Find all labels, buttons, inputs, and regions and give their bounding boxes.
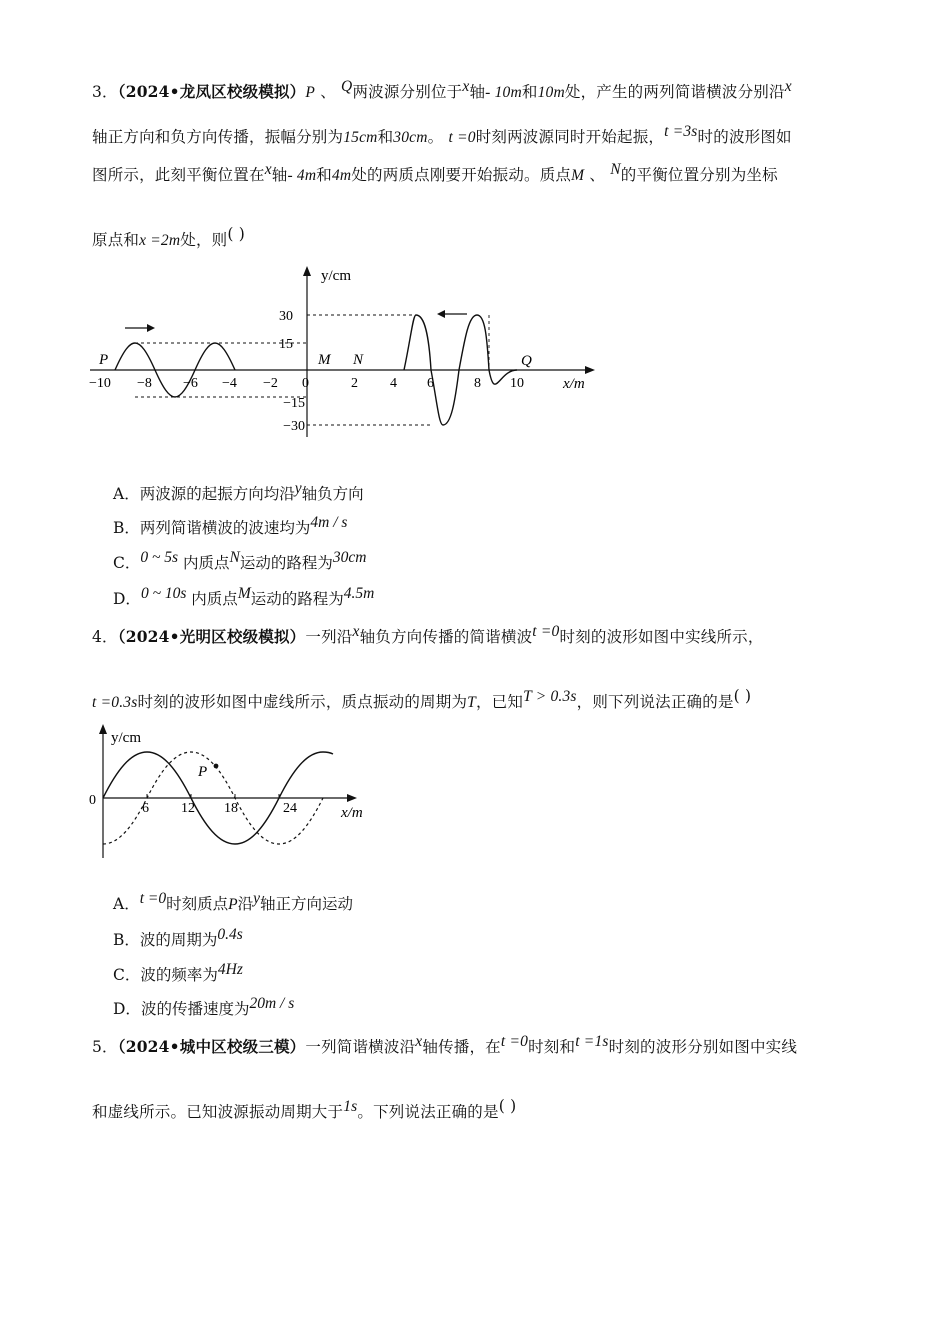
q3-option-d[interactable]: D．0 ~ 10s 内质点M运动的路程为4.5m bbox=[113, 585, 375, 608]
q3-x-arrow bbox=[585, 366, 595, 374]
q3-ytick-neg15: −15 bbox=[283, 396, 305, 411]
q3-xlabel: x/m bbox=[563, 376, 585, 392]
q3-y-arrow bbox=[303, 266, 311, 276]
q3-line-2: 轴正方向和负方向传播，振幅分别为15cm和30cm。 t =0时刻两波源同时开始起振，t =3s时的波形图如 bbox=[92, 123, 792, 146]
q4-xtick-12: 12 bbox=[181, 801, 195, 816]
q4-xtick-18: 18 bbox=[224, 801, 238, 816]
q4-xtick-24: 24 bbox=[283, 801, 297, 816]
q3-xticks bbox=[89, 376, 524, 391]
q5-line-2: 和虚线所示。已知波源振动周期大于1s。下列说法正确的是( ) bbox=[92, 1097, 517, 1121]
q4-label-P: P bbox=[198, 764, 208, 780]
q3-xtick-neg6: −6 bbox=[183, 376, 198, 391]
q3-line-1: 3．（2024•龙凤区校级模拟）P 、 Q两波源分别位于x轴- 10m和10m处，产生的两列简谐横波分别沿x bbox=[92, 78, 792, 101]
q3-line-3: 图所示，此刻平衡位置在x轴- 4m和4m处的两质点刚要开始振动。质点M 、 N的平衡位置分别为坐标 bbox=[92, 161, 778, 184]
q3-xtick-neg10: −10 bbox=[89, 376, 111, 391]
q3-ytick-15: 15 bbox=[279, 337, 293, 352]
q3-label-N: N bbox=[353, 352, 364, 368]
q3-ylabel: y/cm bbox=[321, 268, 351, 284]
q3-xtick-10: 10 bbox=[510, 376, 524, 391]
q4-xtick-6: 6 bbox=[142, 801, 149, 816]
q4-origin: 0 bbox=[89, 793, 96, 808]
q4-y-arrow bbox=[99, 724, 107, 734]
q3-option-c[interactable]: C．0 ~ 5s 内质点N运动的路程为30cm bbox=[113, 549, 367, 572]
q4-xlabel: x/m bbox=[341, 805, 363, 821]
q4-x-arrow bbox=[347, 794, 357, 802]
q4-line-2: t =0.3s时刻的波形如图中虚线所示，质点振动的周期为T，已知T > 0.3s，则下列说法正确的是( ) bbox=[92, 687, 752, 711]
q4-option-a[interactable]: A．t =0时刻质点P沿y轴正方向运动 bbox=[113, 890, 354, 913]
q3-xtick-4: 4 bbox=[390, 376, 397, 391]
q3-left-arrow-icon bbox=[437, 310, 445, 318]
q3-xtick-0: 0 bbox=[302, 376, 309, 391]
q3-xtick-2: 2 bbox=[351, 376, 358, 391]
q4-wave-svg bbox=[85, 722, 385, 862]
q3-xtick-neg2: −2 bbox=[263, 376, 278, 391]
q3-option-b[interactable]: B．两列简谐横波的波速均为4m / s bbox=[113, 514, 348, 537]
q3-ytick-neg30: −30 bbox=[283, 419, 305, 434]
q4-point-P bbox=[214, 764, 219, 769]
q3-wave-figure bbox=[85, 262, 615, 451]
q3-ytick-30: 30 bbox=[279, 309, 293, 324]
q3-label-P: P bbox=[99, 352, 109, 368]
q5-line-1: 5．（2024•城中区校级三模）一列简谐横波沿x轴传播，在t =0时刻和t =1s时刻的波形分别如图中实线 bbox=[92, 1033, 798, 1056]
q3-xtick-neg4: −4 bbox=[222, 376, 237, 391]
q4-option-d[interactable]: D．波的传播速度为20m / s bbox=[113, 995, 295, 1018]
q3-wave-svg bbox=[85, 262, 615, 447]
q4-wave-figure bbox=[85, 722, 385, 866]
q4-option-c[interactable]: C．波的频率为4Hz bbox=[113, 961, 243, 984]
q4-ylabel: y/cm bbox=[111, 730, 141, 746]
q3-xtick-neg8: −8 bbox=[137, 376, 152, 391]
q3-line-4: 原点和x =2m处，则( ) bbox=[92, 225, 246, 249]
q3-yticks bbox=[279, 309, 305, 434]
q3-right-arrow-icon bbox=[147, 324, 155, 332]
q3-xtick-6: 6 bbox=[427, 376, 434, 391]
q4-line-1: 4．（2024•光明区校级模拟）一列沿x轴负方向传播的简谐横波t =0时刻的波形如图中实线所示， bbox=[92, 623, 764, 646]
q3-label-M: M bbox=[318, 352, 331, 368]
q3-option-a[interactable]: A．两波源的起振方向均沿y轴负方向 bbox=[113, 480, 364, 503]
q4-option-b[interactable]: B．波的周期为0.4s bbox=[113, 926, 243, 949]
q3-xtick-8: 8 bbox=[474, 376, 481, 391]
q3-label-Q: Q bbox=[521, 353, 532, 369]
